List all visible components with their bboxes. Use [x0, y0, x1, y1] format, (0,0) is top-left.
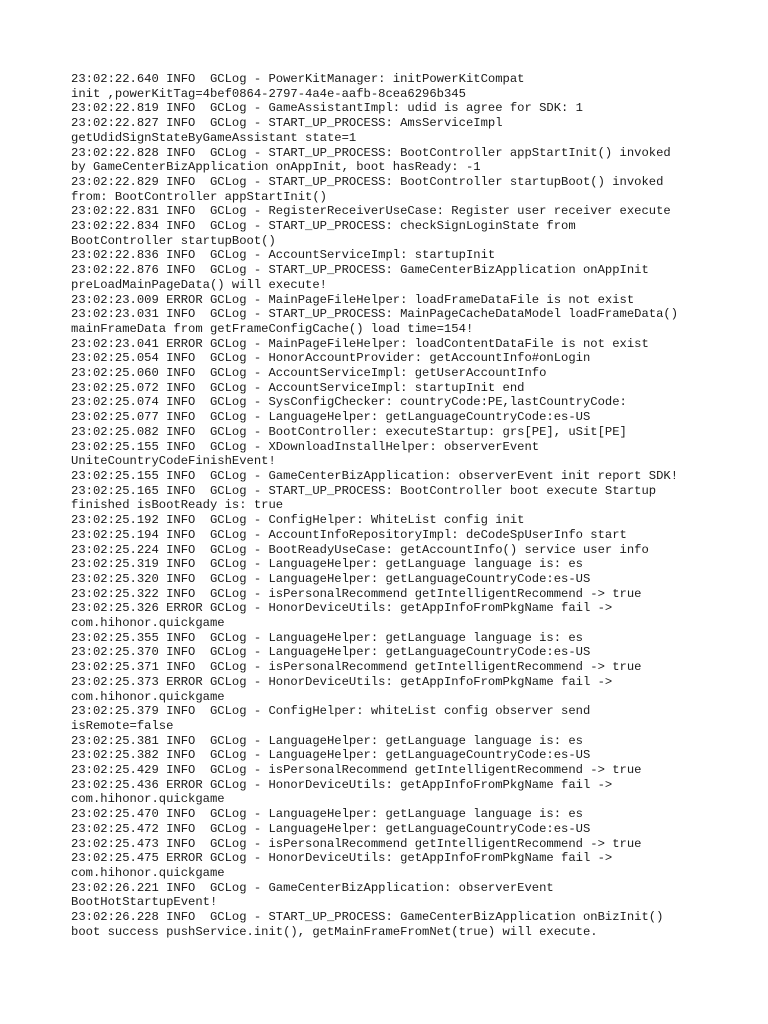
- log-line: 23:02:22.836 INFO GCLog - AccountServiceImpl: startupInit: [71, 248, 496, 263]
- log-line: com.hihonor.quickgame: [71, 865, 225, 880]
- log-line: 23:02:23.031 INFO GCLog - START_UP_PROCESS: MainPageCacheDataModel loadFrameData(): [71, 307, 679, 322]
- log-line: 23:02:26.228 INFO GCLog - START_UP_PROCESS: GameCenterBizApplication onBizInit(): [71, 910, 664, 925]
- log-line: 23:02:22.834 INFO GCLog - START_UP_PROCESS: checkSignLoginState from: [71, 219, 576, 234]
- log-line: 23:02:25.436 ERROR GCLog - HonorDeviceUtils: getAppInfoFromPkgName fail ->: [71, 777, 613, 792]
- log-line: 23:02:25.194 INFO GCLog - AccountInfoRepositoryImpl: deCodeSpUserInfo start: [71, 527, 627, 542]
- log-line: 23:02:22.828 INFO GCLog - START_UP_PROCESS: BootController appStartInit() invoked: [71, 145, 671, 160]
- log-line: 23:02:26.221 INFO GCLog - GameCenterBizApplication: observerEvent: [71, 880, 554, 895]
- log-line: getUdidSignStateByGameAssistant state=1: [71, 130, 357, 145]
- log-line: 23:02:22.831 INFO GCLog - RegisterReceiverUseCase: Register user receiver execute: [71, 204, 671, 219]
- log-line: 23:02:23.041 ERROR GCLog - MainPageFileHelper: loadContentDataFile is not exist: [71, 336, 649, 351]
- log-text-block: [71, 72, 751, 939]
- log-line: 23:02:23.009 ERROR GCLog - MainPageFileHelper: loadFrameDataFile is not exist: [71, 292, 635, 307]
- log-line: mainFrameData from getFrameConfigCache() load time=154!: [71, 321, 474, 336]
- log-line: 23:02:25.470 INFO GCLog - LanguageHelper: getLanguage language is: es: [71, 807, 583, 822]
- log-line: 23:02:25.382 INFO GCLog - LanguageHelper: getLanguageCountryCode:es-US: [71, 748, 591, 763]
- log-line: from: BootController appStartInit(): [71, 189, 327, 204]
- log-line: 23:02:25.326 ERROR GCLog - HonorDeviceUtils: getAppInfoFromPkgName fail ->: [71, 601, 613, 616]
- log-line: 23:02:25.082 INFO GCLog - BootController: executeStartup: grs[PE], uSit[PE]: [71, 424, 627, 439]
- log-line: 23:02:25.072 INFO GCLog - AccountServiceImpl: startupInit end: [71, 380, 525, 395]
- log-line: 23:02:25.054 INFO GCLog - HonorAccountProvider: getAccountInfo#onLogin: [71, 351, 591, 366]
- log-line: preLoadMainPageData() will execute!: [71, 277, 327, 292]
- log-line: 23:02:25.355 INFO GCLog - LanguageHelper: getLanguage language is: es: [71, 630, 583, 645]
- log-line: 23:02:25.472 INFO GCLog - LanguageHelper: getLanguageCountryCode:es-US: [71, 821, 591, 836]
- log-line: 23:02:25.224 INFO GCLog - BootReadyUseCase: getAccountInfo() service user info: [71, 542, 649, 557]
- log-line: 23:02:22.640 INFO GCLog - PowerKitManager: initPowerKitCompat: [71, 72, 525, 86]
- log-line: com.hihonor.quickgame: [71, 616, 225, 631]
- log-line: 23:02:22.829 INFO GCLog - START_UP_PROCESS: BootController startupBoot() invoked: [71, 174, 664, 189]
- log-line: 23:02:25.322 INFO GCLog - isPersonalRecommend getIntelligentRecommend -> true: [71, 586, 642, 601]
- log-line: 23:02:25.060 INFO GCLog - AccountServiceImpl: getUserAccountInfo: [71, 366, 547, 381]
- log-line: 23:02:25.379 INFO GCLog - ConfigHelper: whiteList config observer send: [71, 704, 591, 719]
- log-line: 23:02:25.381 INFO GCLog - LanguageHelper: getLanguage language is: es: [71, 733, 583, 748]
- log-line: 23:02:22.876 INFO GCLog - START_UP_PROCESS: GameCenterBizApplication onAppInit: [71, 263, 649, 278]
- log-line: 23:02:25.320 INFO GCLog - LanguageHelper: getLanguageCountryCode:es-US: [71, 571, 591, 586]
- log-line: by GameCenterBizApplication onAppInit, boot hasReady: -1: [71, 160, 481, 175]
- log-line: 23:02:25.475 ERROR GCLog - HonorDeviceUtils: getAppInfoFromPkgName fail ->: [71, 851, 613, 866]
- log-line: 23:02:25.371 INFO GCLog - isPersonalRecommend getIntelligentRecommend -> true: [71, 660, 642, 675]
- log-line: 23:02:25.429 INFO GCLog - isPersonalRecommend getIntelligentRecommend -> true: [71, 763, 642, 778]
- log-line: boot success pushService.init(), getMainFrameFromNet(true) will execute.: [71, 924, 598, 939]
- log-line: 23:02:22.827 INFO GCLog - START_UP_PROCESS: AmsServiceImpl: [71, 116, 503, 131]
- log-line: BootController startupBoot(): [71, 233, 276, 248]
- log-line: isRemote=false: [71, 718, 174, 733]
- log-line: com.hihonor.quickgame: [71, 792, 225, 807]
- log-line: UniteCountryCodeFinishEvent!: [71, 454, 276, 469]
- log-line: 23:02:25.155 INFO GCLog - GameCenterBizApplication: observerEvent init report SDK!: [71, 468, 679, 483]
- log-line: 23:02:25.473 INFO GCLog - isPersonalRecommend getIntelligentRecommend -> true: [71, 836, 642, 851]
- log-line: 23:02:22.819 INFO GCLog - GameAssistantImpl: udid is agree for SDK: 1: [71, 101, 583, 116]
- log-line: BootHotStartupEvent!: [71, 895, 218, 910]
- log-line: 23:02:25.192 INFO GCLog - ConfigHelper: WhiteList config init: [71, 513, 525, 528]
- log-line: com.hihonor.quickgame: [71, 689, 225, 704]
- log-line: 23:02:25.370 INFO GCLog - LanguageHelper: getLanguageCountryCode:es-US: [71, 645, 591, 660]
- log-line: finished isBootReady is: true: [71, 498, 284, 513]
- log-line: 23:02:25.077 INFO GCLog - LanguageHelper: getLanguageCountryCode:es-US: [71, 410, 591, 425]
- log-line: 23:02:25.165 INFO GCLog - START_UP_PROCESS: BootController boot execute Startup: [71, 483, 657, 498]
- log-line: 23:02:25.074 INFO GCLog - SysConfigChecker: countryCode:PE,lastCountryCode:: [71, 395, 627, 410]
- log-line: 23:02:25.155 INFO GCLog - XDownloadInstallHelper: observerEvent: [71, 439, 540, 454]
- log-line: 23:02:25.373 ERROR GCLog - HonorDeviceUtils: getAppInfoFromPkgName fail ->: [71, 674, 613, 689]
- log-line: init ,powerKitTag=4bef0864-2797-4a4e-aafb-8cea6296b345: [71, 86, 466, 101]
- log-line: 23:02:25.319 INFO GCLog - LanguageHelper: getLanguage language is: es: [71, 557, 583, 572]
